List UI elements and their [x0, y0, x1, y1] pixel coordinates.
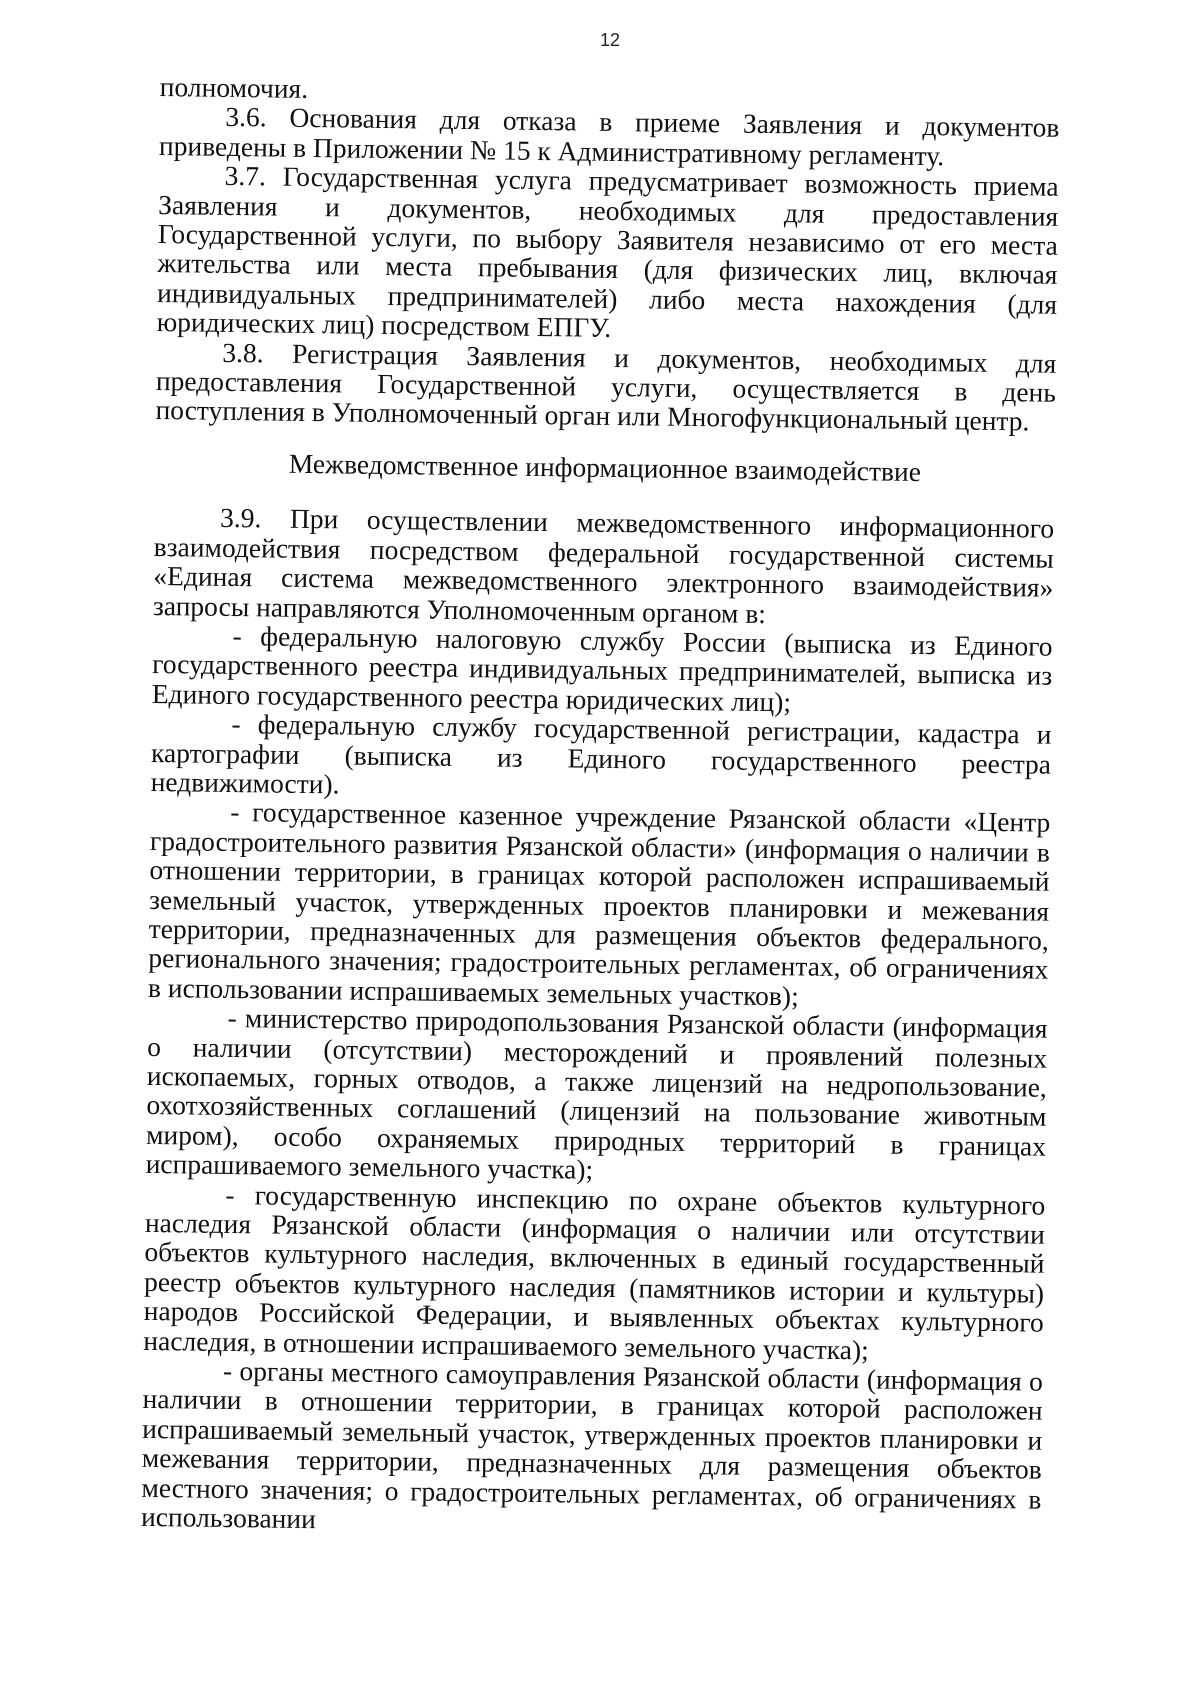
- paragraph-3-7: 3.7. Государственная услуга предусматривает возможность приема Заявления и документов, необходимых для предоставления Государственной услуги, по выбору Заявителя независимо от его места жительства или места пребывания (для физических лиц, включая индивидуальных предпринимателей) либо места нахождения (для юридических лиц) посредством ЕПГУ.: [156, 160, 1059, 344]
- list-item-nature-ministry: - министерство природопользования Рязанской области (информация о наличии (отсутствии) месторождений и проявлений полезных ископаемых, горных отводов, а также лицензий на недропользование, охотхозяйственных соглашений (лицензий на пользование животным миром), особо охраняемых природных территорий в границах испрашиваемого земельного участка);: [145, 1002, 1048, 1185]
- paragraph-continuation: полномочия.: [159, 71, 309, 104]
- list-item-tax-service: - федеральную налоговую службу России (выписка из Единого государственного реестра индивидуальных предпринимателей, выписка из Единого государственного реестра юридических лиц);: [151, 619, 1053, 718]
- section-heading: Межведомственное информационное взаимодействие: [288, 447, 922, 487]
- paragraph-3-9: 3.9. При осуществлении межведомственного информационного взаимодействия посредством федеральной государственной системы «Единая система межведомственного электронного взаимодействия» запросы направляются Уполномоченным органом в:: [152, 502, 1055, 629]
- paragraph-3-6: 3.6. Основания для отказа в приеме Заявления и документов приведены в Приложении № 15 к Административному регламенту.: [158, 101, 1060, 172]
- list-item-urban-development-center: - государственное казенное учреждение Рязанской области «Центр градостроительного развития Рязанской области» (информация о наличии в отношении территории, в границах которой расположен испрашиваемый земельный участок, утвержденных проектов планировки и межевания территории, предназначенных для размещения объектов федерального, регионального значения; градостроительных регламентах, об ограничениях в использовании испрашиваемых земельных участков);: [147, 796, 1051, 1012]
- list-item-heritage-inspection: - государственную инспекцию по охране объектов культурного наследия Рязанской области (информация о наличии или отсутствии объектов культурного наследия, включенных в единый государственный реестр объектов культурного наследия (памятников истории и культуры) народов Российской Федерации, и выявленных объектах культурного наследия, в отношении испрашиваемого земельного участка);: [143, 1178, 1046, 1366]
- list-item-registration-service: - федеральную службу государственной регистрации, кадастра и картографии (выписка из Единого государственного реестра недвижимости).: [150, 708, 1052, 800]
- document-body: [141, 72, 1060, 1543]
- paragraph-3-8: 3.8. Регистрация Заявления и документов, необходимых для предоставления Государственной услуги, осуществляется в день поступления в Уполномоченный орган или Многофункциональный центр.: [155, 336, 1057, 437]
- list-item-local-government: - органы местного самоуправления Рязанской области (информация о наличии в отношении территории, в границах которой расположен испрашиваемый земельный участок, утвержденных проектов планировки и межевания территории, предназначенных для размещения объектов местного значения; о градостроительных регламентах, об ограничениях в использовании: [140, 1354, 1044, 1535]
- page-number: 12: [599, 30, 621, 50]
